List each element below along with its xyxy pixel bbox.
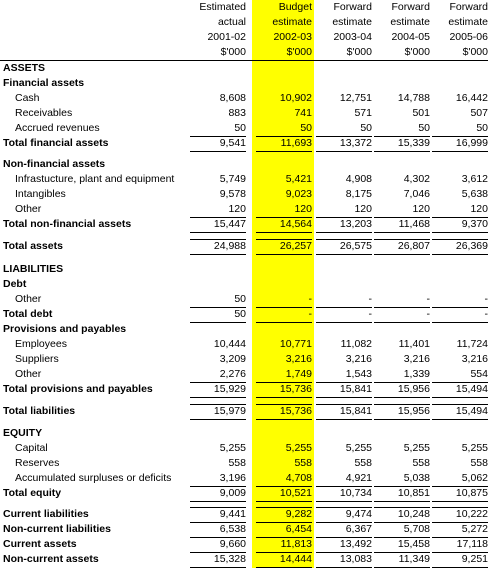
cell-value: 6,538 [219,523,246,535]
total-rule [190,217,246,218]
table-row [0,456,488,471]
cell-value: 26,257 [279,240,312,252]
cell-value: 14,564 [279,218,312,230]
total-rule [374,419,430,420]
cell-value: 50 [476,122,488,134]
cell-value: 558 [228,457,246,469]
row-label: Debt [3,278,27,290]
table-row [0,202,488,217]
table-row [0,404,488,419]
total-rule [374,397,430,398]
total-rule [256,382,312,383]
total-rule [374,136,430,137]
total-rule [256,522,312,523]
table-row [0,157,488,172]
total-rule [190,322,246,323]
cell-value: 5,272 [461,523,488,535]
cell-value: 15,956 [397,405,430,417]
cell-value: 13,083 [339,553,372,565]
cell-value: 11,693 [280,137,312,149]
table-row [0,187,488,202]
row-label: Other [15,293,42,305]
total-rule [190,537,246,538]
total-rule [374,522,430,523]
total-rule [256,254,312,255]
table-row [0,277,488,292]
table-row [0,322,488,337]
row-label: Other [15,203,42,215]
cell-value: 50 [234,293,246,305]
total-rule [256,307,312,308]
cell-value: 3,612 [461,173,488,185]
table-row [0,61,488,76]
cell-value: 120 [294,203,312,215]
total-rule [190,552,246,553]
total-rule [374,151,430,152]
cell-value: 5,638 [461,188,488,200]
total-rule [190,501,246,502]
cell-value: 8,608 [219,92,246,104]
cell-value: 13,372 [339,137,372,149]
cell-value: 10,222 [455,508,488,520]
total-rule [256,397,312,398]
total-rule [190,382,246,383]
cell-value: 15,929 [213,383,246,395]
column-header: Budget estimate 2002-03 $'000 [272,1,312,58]
total-rule [256,151,312,152]
row-label: Reserves [15,457,60,469]
cell-value: 3,216 [285,353,312,365]
total-rule [256,322,312,323]
row-label: Infrastucture, plant and equipment [15,173,175,185]
cell-value: 6,454 [285,523,312,535]
cell-value: - [484,308,488,320]
cell-value: 883 [228,107,246,119]
row-label: Accrued revenues [15,122,100,134]
cell-value: 15,736 [279,383,312,395]
row-label: LIABILITIES [3,263,64,275]
cell-value: 11,401 [398,338,430,350]
cell-value: 15,458 [397,538,430,550]
cell-value: 50 [234,308,246,320]
cell-value: 11,813 [280,538,312,550]
total-rule [316,522,372,523]
cell-value: 4,708 [285,472,312,484]
total-rule [256,404,312,405]
cell-value: 9,578 [219,188,246,200]
row-label: Non-current liabilities [3,523,111,535]
total-rule [432,404,488,405]
row-label: Total assets [3,240,63,252]
cell-value: 17,118 [456,538,488,550]
cell-value: 120 [470,203,488,215]
total-rule [432,537,488,538]
table-row [0,217,488,232]
row-label: Provisions and payables [3,323,127,335]
cell-value: 50 [300,122,312,134]
row-label: Cash [15,92,40,104]
cell-value: 10,902 [279,92,312,104]
row-label: Receivables [15,107,73,119]
column-header: Forward estimate 2005-06 $'000 [448,1,488,58]
table-row [0,352,488,367]
total-rule [256,537,312,538]
total-rule [316,486,372,487]
cell-value: 120 [412,203,430,215]
total-rule [374,239,430,240]
cell-value: 5,749 [219,173,246,185]
cell-value: 4,908 [345,173,372,185]
total-rule [432,419,488,420]
row-label: Capital [15,442,48,454]
table-row [0,367,488,382]
cell-value: 558 [412,457,430,469]
cell-value: 10,851 [397,487,430,499]
total-rule [374,307,430,308]
cell-value: 10,248 [397,508,430,520]
cell-value: 15,494 [455,405,488,417]
cell-value: 12,751 [339,92,372,104]
table-row [0,121,488,136]
total-rule [316,136,372,137]
total-rule [316,537,372,538]
total-rule [256,552,312,553]
total-rule [432,397,488,398]
total-rule [190,151,246,152]
cell-value: 3,216 [403,353,430,365]
cell-value: 16,999 [455,137,488,149]
total-rule [316,151,372,152]
cell-value: 8,175 [345,188,372,200]
cell-value: 554 [470,368,488,380]
cell-value: 15,494 [455,383,488,395]
table-row [0,486,488,501]
total-rule [432,382,488,383]
total-rule [374,552,430,553]
total-rule [432,254,488,255]
row-label: Total non-financial assets [3,218,132,230]
total-rule [316,217,372,218]
total-rule [432,151,488,152]
total-rule [190,307,246,308]
cell-value: 6,367 [345,523,372,535]
total-rule [432,322,488,323]
table-row [0,172,488,187]
row-label: Suppliers [15,353,59,365]
cell-value: 16,442 [455,92,488,104]
cell-value: 11,724 [456,338,488,350]
cell-value: 50 [360,122,372,134]
cell-value: 9,023 [285,188,312,200]
total-rule [190,404,246,405]
row-label: Current assets [3,538,77,550]
total-rule [374,217,430,218]
cell-value: 9,282 [285,508,312,520]
column-header: Forward estimate 2004-05 $'000 [390,1,430,58]
cell-value: 10,444 [213,338,246,350]
cell-value: 558 [470,457,488,469]
total-rule [256,136,312,137]
cell-value: 5,038 [403,472,430,484]
cell-value: 3,196 [219,472,246,484]
total-rule [256,239,312,240]
total-rule [316,307,372,308]
row-label: Total debt [3,308,53,320]
total-rule [316,322,372,323]
total-rule [316,501,372,502]
cell-value: 10,521 [279,487,312,499]
total-rule [432,507,488,508]
cell-value: 4,302 [403,173,430,185]
row-label: Accumulated surpluses or deficits [15,472,172,484]
total-rule [316,419,372,420]
cell-value: 741 [294,107,312,119]
total-rule [432,486,488,487]
cell-value: 9,541 [219,137,246,149]
total-rule [316,404,372,405]
total-rule [190,522,246,523]
total-rule [316,507,372,508]
total-rule [316,239,372,240]
column-header: Estimated actual 2001-02 $'000 [199,1,246,58]
cell-value: 9,474 [345,508,372,520]
cell-value: 13,203 [339,218,372,230]
cell-value: - [426,293,430,305]
cell-value: - [368,293,372,305]
cell-value: 9,660 [219,538,246,550]
total-rule [256,217,312,218]
cell-value: 15,447 [213,218,246,230]
total-rule [374,507,430,508]
total-rule [190,232,246,233]
cell-value: - [484,293,488,305]
cell-value: 50 [418,122,430,134]
total-rule [374,501,430,502]
total-rule [316,382,372,383]
cell-value: 11,349 [398,553,430,565]
total-rule [316,254,372,255]
table-row [0,292,488,307]
total-rule [256,419,312,420]
table-row [0,522,488,537]
column-header: Forward estimate 2003-04 $'000 [332,1,372,58]
table-row [0,337,488,352]
table-row [0,239,488,254]
total-rule [432,307,488,308]
cell-value: 9,009 [219,487,246,499]
cell-value: 11,468 [398,218,430,230]
table-row [0,552,488,567]
cell-value: 120 [228,203,246,215]
total-rule [256,507,312,508]
total-rule [432,136,488,137]
total-rule [374,254,430,255]
cell-value: - [308,293,312,305]
table-row [0,507,488,522]
table-row [0,136,488,151]
total-rule [256,501,312,502]
total-rule [190,239,246,240]
cell-value: 26,575 [339,240,372,252]
cell-value: 558 [354,457,372,469]
cell-value: 5,255 [461,442,488,454]
total-rule [256,486,312,487]
row-label: Financial assets [3,77,85,89]
cell-value: 26,807 [397,240,430,252]
cell-value: 5,255 [403,442,430,454]
total-rule [190,486,246,487]
cell-value: 507 [470,107,488,119]
cell-value: 11,082 [340,338,372,350]
cell-value: 24,988 [213,240,246,252]
total-rule [190,397,246,398]
row-label: Non-current assets [3,553,99,565]
total-rule [374,486,430,487]
cell-value: 15,841 [339,383,372,395]
cell-value: 1,339 [403,368,430,380]
cell-value: 5,421 [285,173,312,185]
table-row [0,426,488,441]
row-label: Total provisions and payables [3,383,153,395]
cell-value: 15,956 [397,383,430,395]
cell-value: - [426,308,430,320]
cell-value: - [368,308,372,320]
cell-value: 10,734 [339,487,372,499]
cell-value: - [308,308,312,320]
cell-value: 120 [354,203,372,215]
cell-value: 558 [294,457,312,469]
table-row [0,307,488,322]
total-rule [374,232,430,233]
row-label: Total equity [3,487,62,499]
cell-value: 571 [354,107,372,119]
total-rule [432,522,488,523]
cell-value: 4,921 [345,472,372,484]
cell-value: 14,788 [397,92,430,104]
cell-value: 15,339 [397,137,430,149]
row-label: Current liabilities [3,508,89,520]
cell-value: 15,979 [213,405,246,417]
total-rule [316,552,372,553]
cell-value: 5,255 [285,442,312,454]
cell-value: 9,441 [219,508,246,520]
total-rule [432,232,488,233]
cell-value: 3,216 [461,353,488,365]
row-label: Total liabilities [3,405,76,417]
table-row [0,262,488,277]
total-rule [432,217,488,218]
table-row [0,76,488,91]
cell-value: 13,492 [339,538,372,550]
cell-value: 10,771 [279,338,312,350]
cell-value: 50 [234,122,246,134]
cell-value: 14,444 [279,553,312,565]
row-label: Non-financial assets [3,158,106,170]
cell-value: 10,875 [455,487,488,499]
cell-value: 7,046 [403,188,430,200]
cell-value: 5,255 [345,442,372,454]
cell-value: 3,209 [219,353,246,365]
total-rule [374,382,430,383]
cell-value: 5,708 [403,523,430,535]
total-rule [190,419,246,420]
total-rule [190,254,246,255]
total-rule [374,537,430,538]
row-label: EQUITY [3,427,43,439]
row-label: ASSETS [3,62,46,74]
cell-value: 2,276 [219,368,246,380]
cell-value: 1,749 [285,368,312,380]
cell-value: 26,369 [455,240,488,252]
cell-value: 3,216 [345,353,372,365]
cell-value: 9,251 [461,553,488,565]
table-row [0,441,488,456]
cell-value: 1,543 [345,368,372,380]
table-row [0,106,488,121]
row-label: Total financial assets [3,137,109,149]
cell-value: 5,062 [461,472,488,484]
table-row [0,91,488,106]
cell-value: 15,841 [339,405,372,417]
total-rule [190,136,246,137]
cell-value: 501 [412,107,430,119]
cell-value: 15,736 [279,405,312,417]
total-rule [256,232,312,233]
row-label: Intangibles [15,188,66,200]
table-row [0,537,488,552]
table-row [0,471,488,486]
cell-value: 15,328 [213,553,246,565]
total-rule [432,239,488,240]
table-row [0,382,488,397]
cell-value: 5,255 [219,442,246,454]
total-rule [316,397,372,398]
total-rule [374,404,430,405]
cell-value: 9,370 [461,218,488,230]
total-rule [316,232,372,233]
row-label: Employees [15,338,67,350]
row-label: Other [15,368,42,380]
total-rule [432,501,488,502]
total-rule [190,507,246,508]
total-rule [432,552,488,553]
total-rule [374,322,430,323]
